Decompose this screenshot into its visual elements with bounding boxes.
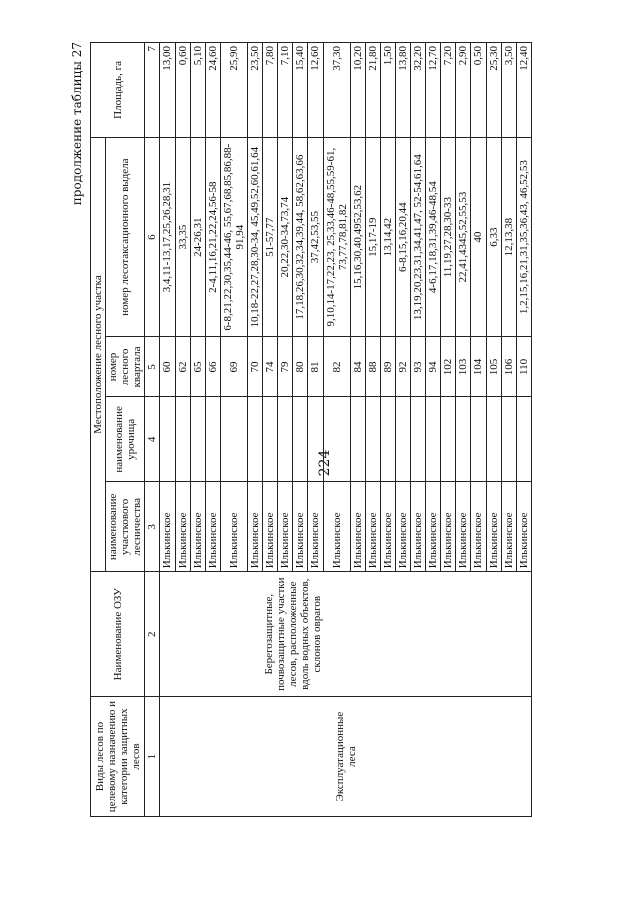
tract-cell (160, 397, 175, 482)
area-cell: 5,10 (190, 43, 205, 138)
forestry-cell: Илькинское (263, 482, 278, 572)
forestry-cell: Илькинское (486, 482, 501, 572)
forestry-cell: Илькинское (248, 482, 263, 572)
header-ozu: Наименование ОЗУ (91, 572, 145, 697)
parcels-cell: 6-8,21,22,30,35,44-46, 55,67,68,85,86,88-91,94 (220, 137, 247, 337)
area-cell: 15,40 (293, 43, 308, 138)
quarter-cell: 105 (486, 337, 501, 397)
quarter-cell: 62 (175, 337, 190, 397)
forestry-cell: Илькинское (456, 482, 471, 572)
area-cell: 25,90 (220, 43, 247, 138)
area-cell: 32,20 (411, 43, 426, 138)
area-cell: 7,10 (278, 43, 293, 138)
forestry-cell: Илькинское (190, 482, 205, 572)
forestry-cell: Илькинское (278, 482, 293, 572)
quarter-cell: 69 (220, 337, 247, 397)
tract-cell (426, 397, 441, 482)
parcels-cell: 2-4,11,16,21,22,24,56-58 (205, 137, 220, 337)
parcels-cell: 40 (471, 137, 486, 337)
parcels-cell: 20,22,30-34,73,74 (278, 137, 293, 337)
forestry-cell: Илькинское (441, 482, 456, 572)
quarter-cell: 79 (278, 337, 293, 397)
parcels-cell: 9,10,14-17,22,23, 25,33,46-48,55,59-61, 73,77,78,81,82 (323, 137, 350, 337)
tract-cell (441, 397, 456, 482)
forestry-cell: Илькинское (411, 482, 426, 572)
forestry-cell: Илькинское (471, 482, 486, 572)
table-row (160, 43, 175, 817)
tract-cell (308, 397, 323, 482)
area-cell: 7,20 (441, 43, 456, 138)
quarter-cell: 70 (248, 337, 263, 397)
parcels-cell: 24-26,31 (190, 137, 205, 337)
column-number: 6 (145, 137, 160, 337)
parcels-cell: 33,35 (175, 137, 190, 337)
page-number: 224 (317, 449, 333, 477)
quarter-cell: 74 (263, 337, 278, 397)
tract-cell (486, 397, 501, 482)
tract-cell (293, 397, 308, 482)
area-cell: 0,60 (175, 43, 190, 138)
column-number-row (145, 43, 160, 817)
area-cell: 37,30 (323, 43, 350, 138)
tract-cell (190, 397, 205, 482)
parcels-cell: 4-6,17,18,31,39,46-48,54 (426, 137, 441, 337)
parcels-cell: 11,19,27,28,30-33 (441, 137, 456, 337)
tract-cell (395, 397, 410, 482)
forestry-cell: Илькинское (323, 482, 350, 572)
quarter-cell: 89 (380, 337, 395, 397)
quarter-cell: 88 (365, 337, 380, 397)
quarter-cell: 65 (190, 337, 205, 397)
forestry-cell: Илькинское (308, 482, 323, 572)
area-cell: 13,00 (160, 43, 175, 138)
header-tract: наименование урочища (106, 397, 145, 482)
quarter-cell: 80 (293, 337, 308, 397)
tract-cell (278, 397, 293, 482)
quarter-cell: 81 (308, 337, 323, 397)
column-number: 5 (145, 337, 160, 397)
header-location: Местоположение лесного участка (91, 137, 106, 571)
header-parcel: номер лесотаксационного выдела (106, 137, 145, 337)
tract-cell (263, 397, 278, 482)
header-quarter: номер лесного квартала (106, 337, 145, 397)
tract-cell (471, 397, 486, 482)
area-cell: 12,60 (308, 43, 323, 138)
rotated-table-area (70, 42, 590, 817)
tract-cell (516, 397, 531, 482)
column-number: 2 (145, 572, 160, 697)
tract-cell (220, 397, 247, 482)
column-number: 7 (145, 43, 160, 138)
forest-table (90, 42, 532, 817)
quarter-cell: 103 (456, 337, 471, 397)
tract-cell (380, 397, 395, 482)
tract-cell (411, 397, 426, 482)
forestry-cell: Илькинское (395, 482, 410, 572)
parcels-cell: 37,42,53,55 (308, 137, 323, 337)
quarter-cell: 82 (323, 337, 350, 397)
forestry-cell: Илькинское (175, 482, 190, 572)
tract-cell (323, 397, 350, 482)
forestry-cell: Илькинское (160, 482, 175, 572)
area-cell: 12,40 (516, 43, 531, 138)
parcels-cell: 13,19,20,23,31,34,41,47, 52-54,61,64 (411, 137, 426, 337)
tract-cell (350, 397, 365, 482)
area-cell: 7,80 (263, 43, 278, 138)
parcels-cell: 3,4,11-13,17,25,26,28,31 (160, 137, 175, 337)
area-cell: 21,80 (365, 43, 380, 138)
tract-cell (248, 397, 263, 482)
forest-type-cell: Эксплуатационные леса (160, 697, 531, 817)
quarter-cell: 110 (516, 337, 531, 397)
area-cell: 0,50 (471, 43, 486, 138)
parcels-cell: 10,18-22,27,28,30-34, 45,49,52,60,61,64 (248, 137, 263, 337)
tract-cell (205, 397, 220, 482)
forestry-cell: Илькинское (501, 482, 516, 572)
header-forestry: наименование участкового лесничества (106, 482, 145, 572)
forestry-cell: Илькинское (205, 482, 220, 572)
area-cell: 23,50 (248, 43, 263, 138)
forestry-cell: Илькинское (516, 482, 531, 572)
area-cell: 13,80 (395, 43, 410, 138)
tract-cell (501, 397, 516, 482)
parcels-cell: 6,33 (486, 137, 501, 337)
ozu-cell-top (160, 572, 220, 697)
forestry-cell: Илькинское (380, 482, 395, 572)
area-cell: 12,70 (426, 43, 441, 138)
parcels-cell: 22,41,4345,52,55,53 (456, 137, 471, 337)
ozu-cell: Берегозащитные, почвозащитные участки лесов, расположенные вдоль водных объектов, склонов оврагов (220, 572, 365, 697)
parcels-cell: 51-57,77 (263, 137, 278, 337)
parcels-cell: 17,18,26,30,32,34,39,44, 58,62,63,66 (293, 137, 308, 337)
header-area: Площадь, га (91, 43, 145, 138)
ozu-cell-bottom (365, 572, 531, 697)
parcels-cell: 15,17-19 (365, 137, 380, 337)
column-number: 3 (145, 482, 160, 572)
quarter-cell: 60 (160, 337, 175, 397)
parcels-cell: 12,13,38 (501, 137, 516, 337)
header-forest-type: Виды лесов по целевому назначению и категории защитных лесов (91, 697, 145, 817)
quarter-cell: 84 (350, 337, 365, 397)
quarter-cell: 93 (411, 337, 426, 397)
quarter-cell: 94 (426, 337, 441, 397)
area-cell: 1,50 (380, 43, 395, 138)
quarter-cell: 92 (395, 337, 410, 397)
quarter-cell: 106 (501, 337, 516, 397)
forestry-cell: Илькинское (365, 482, 380, 572)
forestry-cell: Илькинское (220, 482, 247, 572)
column-number: 4 (145, 397, 160, 482)
area-cell: 2,90 (456, 43, 471, 138)
quarter-cell: 104 (471, 337, 486, 397)
continuation-label: продолжение таблицы 27 (70, 42, 84, 206)
parcels-cell: 15,16,30,40,4952,53,62 (350, 137, 365, 337)
area-cell: 3,50 (501, 43, 516, 138)
parcels-cell: 1,2,15,16,21,31,35,36,43, 46,52,53 (516, 137, 531, 337)
quarter-cell: 102 (441, 337, 456, 397)
forestry-cell: Илькинское (350, 482, 365, 572)
tract-cell (365, 397, 380, 482)
tract-cell (175, 397, 190, 482)
parcels-cell: 13,14,42 (380, 137, 395, 337)
quarter-cell: 66 (205, 337, 220, 397)
forestry-cell: Илькинское (426, 482, 441, 572)
column-number: 1 (145, 697, 160, 817)
parcels-cell: 6-8,15,16,20,44 (395, 137, 410, 337)
tract-cell (456, 397, 471, 482)
area-cell: 25,30 (486, 43, 501, 138)
area-cell: 24,60 (205, 43, 220, 138)
table-content (70, 42, 590, 817)
forestry-cell: Илькинское (293, 482, 308, 572)
table-body (160, 43, 531, 817)
area-cell: 10,20 (350, 43, 365, 138)
